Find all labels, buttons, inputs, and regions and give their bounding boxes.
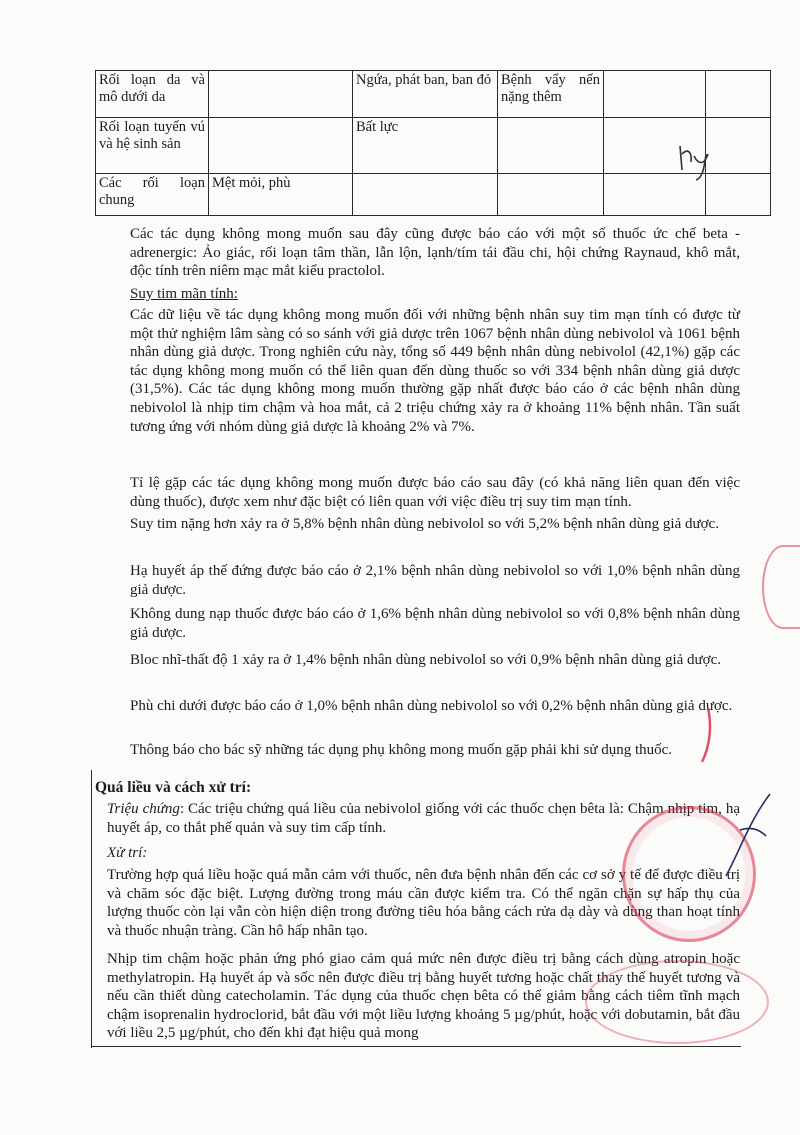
treatment-paragraph: Trường hợp quá liều hoặc quá mẫn cảm với thuốc, nên đưa bệnh nhân đến các cơ sở y tế để được điều trị và chăm sóc đặc biệt. Lượng đường trong máu cần được kiểm tra. Có thể ngăn chặn sự hấp thụ của lượng thuốc còn lại vẫn còn hiện diện trong đường tiêu hóa bằng cách rửa dạ dày và dùng than hoạt tính và thuốc nhuận tràng. Cần hô hấp nhân tạo.	[107, 867, 740, 939]
table-row	[96, 118, 771, 174]
heart-failure-paragraph: Tỉ lệ gặp các tác dụng không mong muốn được báo cáo sau đây (có khả năng liên quan đến việc dùng thuốc), được xem như đặc biệt có liên quan với việc điều trị suy tim mạn tính.	[130, 475, 740, 510]
table-cell: Ngứa, phát ban, ban đỏ	[353, 71, 498, 118]
heart-failure-paragraph: Bloc nhĩ-thất độ 1 xảy ra ở 1,4% bệnh nhân dùng nebivolol so với 0,9% bệnh nhân dùng giả dược.	[130, 652, 721, 668]
table-cell: Mệt mỏi, phù	[209, 174, 353, 216]
adverse-effects-table	[95, 70, 771, 216]
table-cell	[498, 118, 604, 174]
heart-failure-paragraph: Hạ huyết áp thế đứng được báo cáo ở 2,1% bệnh nhân dùng nebivolol so với 1,0% bệnh nhân dùng giả dược.	[130, 563, 740, 598]
table-cell: Rối loạn tuyến vú và hệ sinh sản	[96, 118, 209, 174]
heart-failure-paragraph: Suy tim nặng hơn xảy ra ở 5,8% bệnh nhân dùng nebivolol so với 5,2% bệnh nhân dùng giả dược.	[130, 516, 719, 532]
red-stamp-mark	[585, 960, 769, 1044]
table-cell	[353, 174, 498, 216]
red-stamp-edge	[762, 545, 800, 629]
heart-failure-paragraph: Các dữ liệu về tác dụng không mong muốn đối với những bệnh nhân suy tim mạn tính có được từ một thử nghiệm lâm sàng có so sánh với giả dược trên 1067 bệnh nhân dùng nebivolol và 1061 bệnh nhân dùng giả dược. Trong nghiên cứu này, tổng số 449 bệnh nhân dùng nebivolol (42,1%) gặp các tác dụng không mong muốn có thể liên quan đến dùng thuốc so với 334 bệnh nhân dùng giả dược (31,5%). Các tác dụng không mong muốn thường gặp nhất được báo cáo ở các bệnh nhân dùng nebivolol là nhịp tim chậm và hoa mắt, cả 2 triệu chứng xảy ra ở khoảng 11% bệnh nhân. Tần suất tương ứng với nhóm dùng giả dược là khoảng 2% và 7%.	[130, 307, 740, 435]
table-cell	[498, 174, 604, 216]
table-cell: Bệnh vẩy nến nặng thêm	[498, 71, 604, 118]
table-cell	[706, 71, 771, 118]
treatment-paragraph: Nhịp tim chậm hoặc phản ứng phó giao cảm quá mức nên được điều trị bằng cách dùng atropin hoặc methylatropin. Hạ huyết áp và sốc nên được điều trị bằng huyết tương hoặc chất thay thế huyết tương và nếu cần thiết dùng catecholamin. Tác dụng của thuốc chẹn bêta có thể giảm bằng cách tiêm tĩnh mạch chậm isoprenalin hydroclorid, bắt đầu với một liều lượng khoảng 5 µg/phút, hoặc với dobutamin, bắt đầu với liều 2,5 µg/phút, cho đến khi đạt hiệu quả mong	[107, 951, 740, 1042]
table-cell: Các rối loạn chung	[96, 174, 209, 216]
table-cell	[209, 118, 353, 174]
intro-paragraph: Các tác dụng không mong muốn sau đây cũng được báo cáo với một số thuốc ức chế beta - adrenergic: Ảo giác, rối loạn tâm thần, lẫn lộn, lạnh/tím tái đầu chi, hội chứng Raynaud, khô mắt, độc tính trên niêm mạc mắt kiểu practolol.	[130, 226, 740, 280]
signature-stroke	[720, 790, 780, 880]
heart-failure-paragraph: Phù chi dưới được báo cáo ở 1,0% bệnh nhân dùng nebivolol so với 0,2% bệnh nhân dùng giả dược.	[130, 698, 733, 714]
symptoms-text: : Các triệu chứng quá liều của nebivolol giống với các thuốc chẹn bêta là: Chậm nhịp tim, hạ huyết áp, co thắt phế quản và suy tim cấp tính.	[107, 801, 740, 836]
table-cell: Bất lực	[353, 118, 498, 174]
table-cell	[209, 71, 353, 118]
heart-failure-paragraph: Thông báo cho bác sỹ những tác dụng phụ không mong muốn gặp phải khi sử dụng thuốc.	[130, 742, 673, 758]
overdose-heading: Quá liều và cách xử trí:	[95, 779, 252, 796]
bottom-border-rule	[91, 1046, 741, 1047]
handwritten-initials-mark	[676, 140, 716, 185]
table-cell	[604, 71, 706, 118]
heart-failure-paragraph: Không dung nạp thuốc được báo cáo ở 1,6% bệnh nhân dùng nebivolol so với 0,8% bệnh nhân dùng giả dược.	[130, 606, 740, 641]
left-border-rule	[91, 770, 92, 1048]
red-pen-mark	[690, 706, 720, 766]
heart-failure-heading: Suy tim mãn tính:	[130, 286, 238, 302]
table-cell: Rối loạn da và mô dưới da	[96, 71, 209, 118]
treatment-label: Xử trí:	[107, 845, 148, 861]
table-row	[96, 174, 771, 216]
table-row	[96, 71, 771, 118]
symptoms-label: Triệu chứng	[107, 801, 180, 817]
